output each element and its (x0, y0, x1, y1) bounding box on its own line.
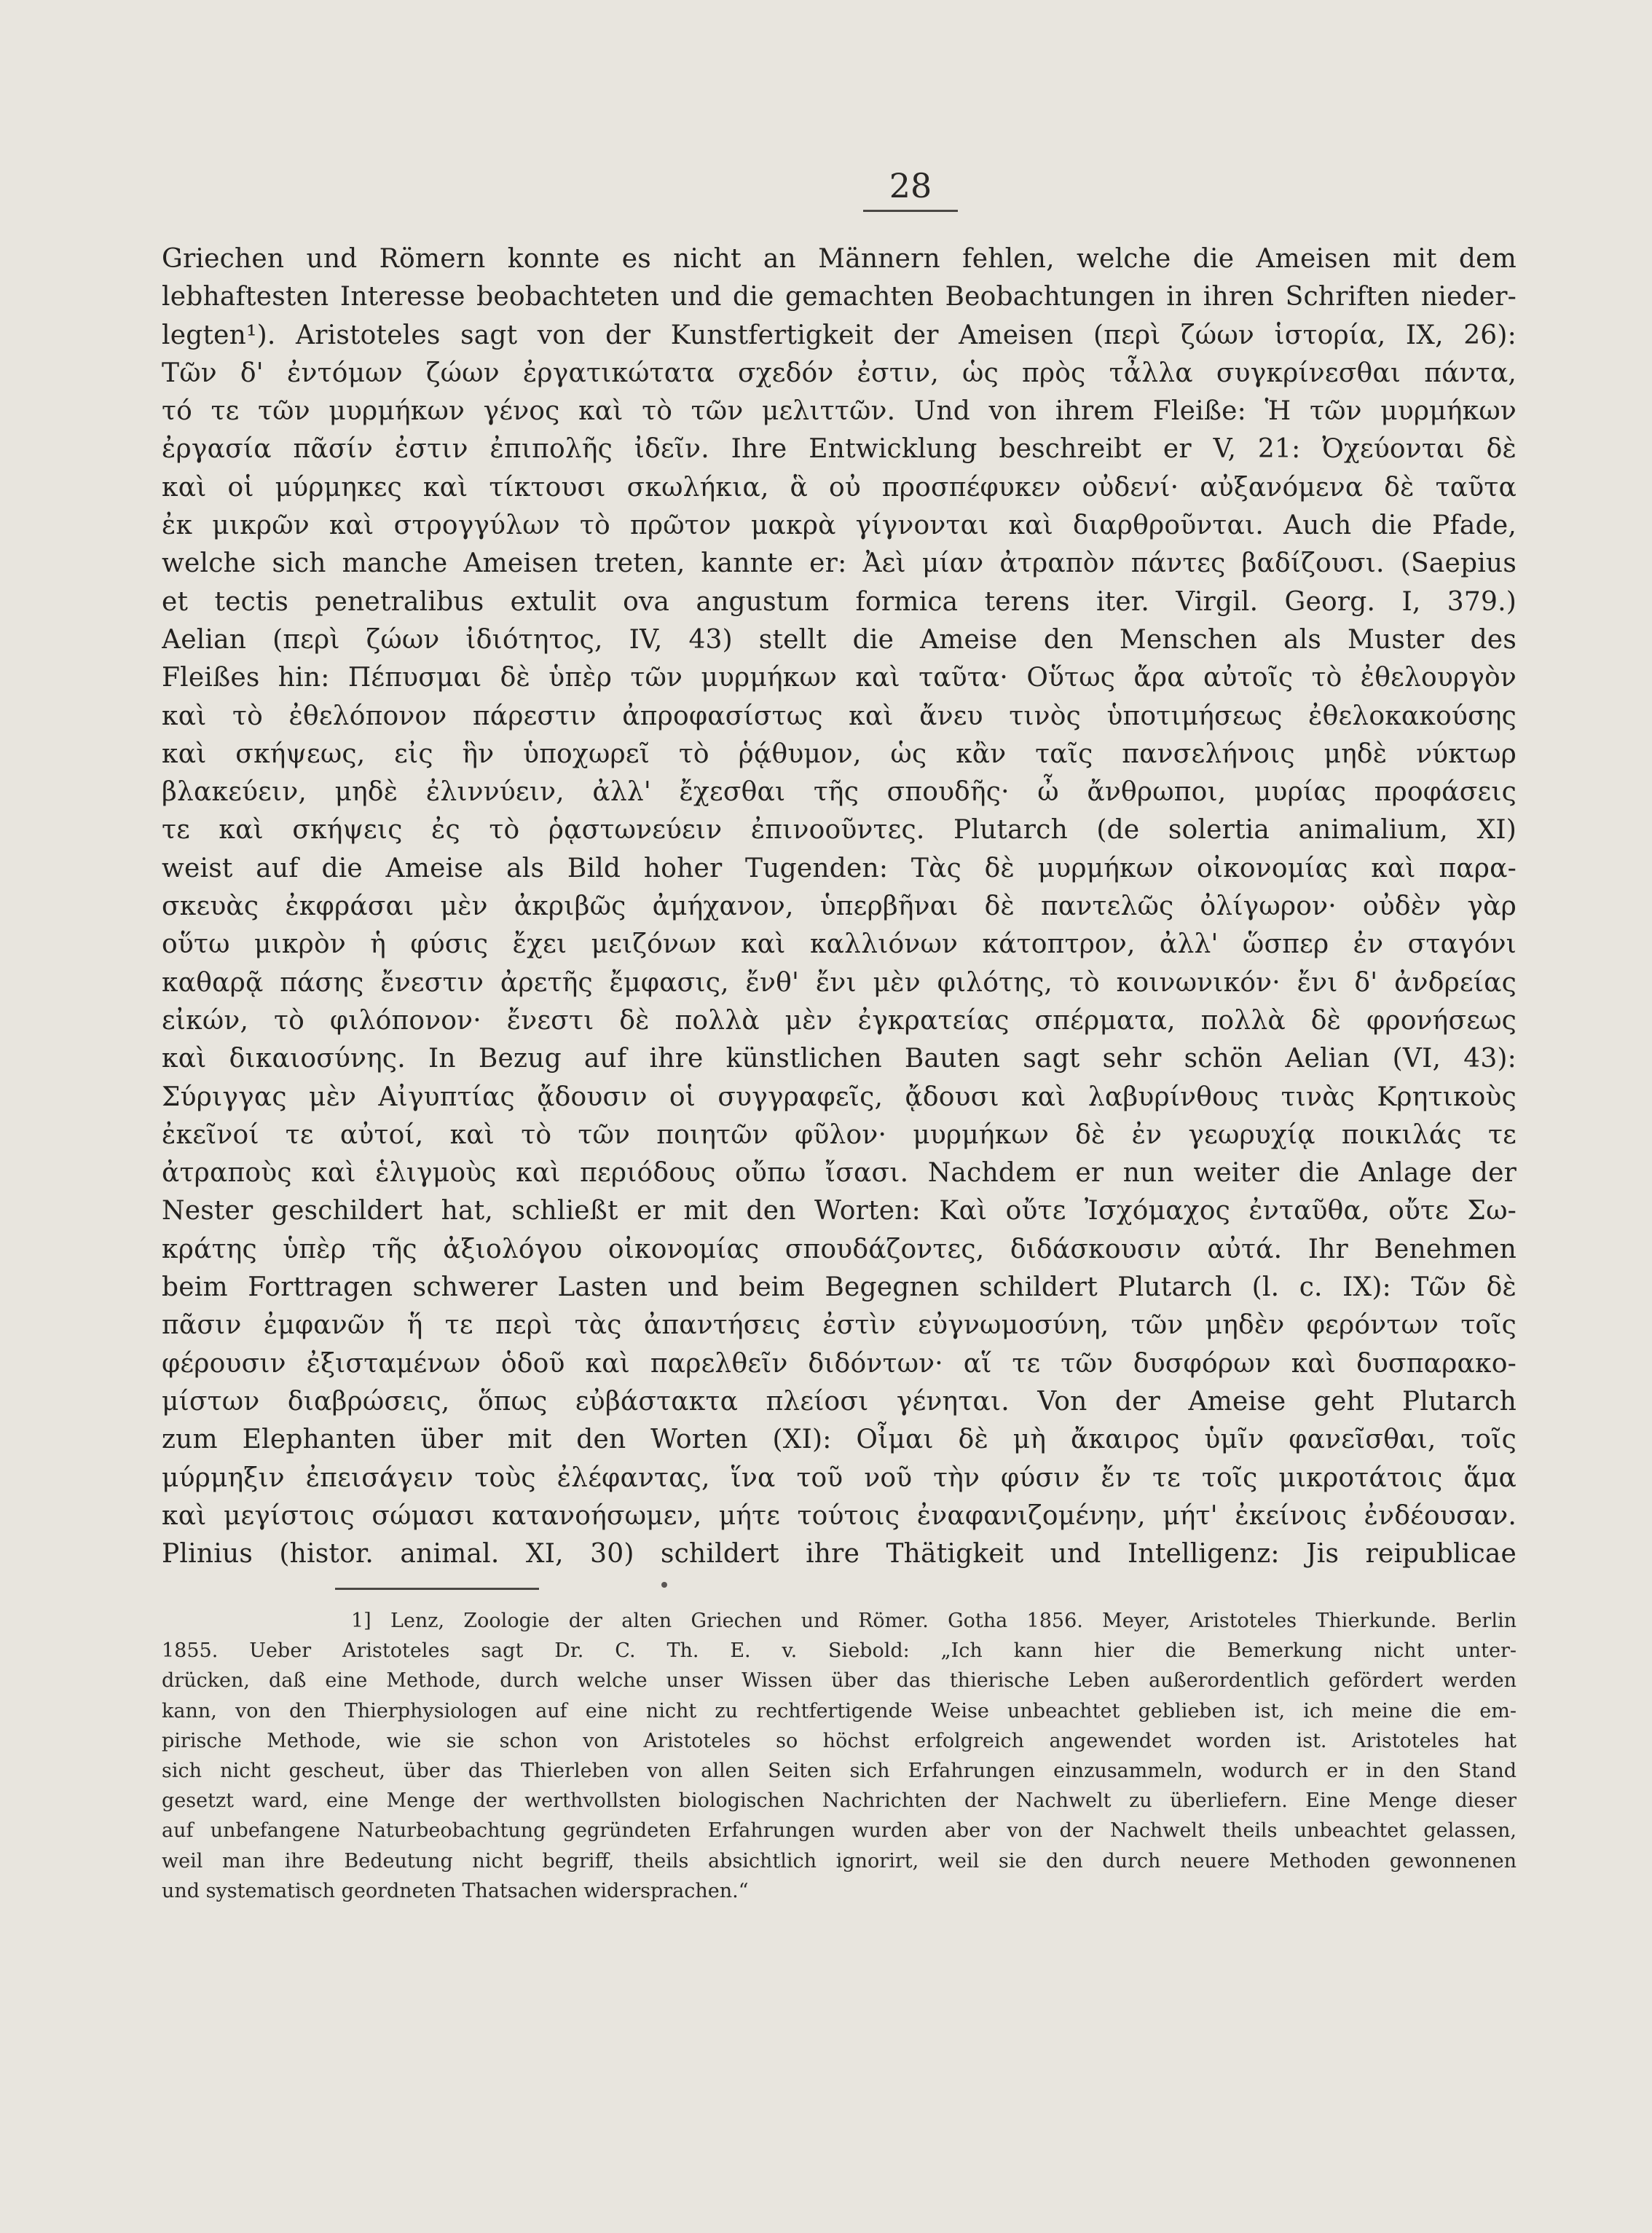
text-line: et tectis penetralibus extulit ova angustum formica terens iter. Virgil. Georg. I, 379.) (162, 586, 1517, 617)
text-line: lebhaftesten Interesse beobachteten und die gemachten Beobachtungen in ihren Schriften nieder- (162, 282, 1517, 312)
footnote-rule (335, 1588, 539, 1590)
text-line: weist auf die Ameise als Bild hoher Tugenden: Τὰς δὲ μυρμήκων οἰκονομίας καὶ παρα- (162, 853, 1517, 883)
main-text (162, 240, 1517, 1573)
footnote-separator-dot (661, 1582, 667, 1588)
text-line: φέρουσιν ἐξισταμένων ὁδοῦ καὶ παρελθεῖν διδόντων· αἵ τε τῶν δυσφόρων καὶ δυσπαρακο- (162, 1348, 1517, 1379)
text-line: Σύριγγας μὲν Αἰγυπτίας ᾄδουσιν οἱ συγγραφεῖς, ᾄδουσι καὶ λαβυρίνθους τινὰς Κρητικοὺς (162, 1082, 1517, 1112)
footnotes (162, 1606, 1517, 1906)
text-line: Plinius (histor. animal. XI, 30) schildert ihre Thätigkeit und Intelligenz: Jis reipublicae (162, 1539, 1517, 1570)
text-line: καὶ σκήψεως, εἰς ἣν ὑποχωρεῖ τὸ ῥᾴθυμον, ὡς κἂν ταῖς πανσελήνοις μηδὲ νύκτωρ (162, 739, 1517, 769)
text-line: καὶ οἱ μύρμηκες καὶ τίκτουσι σκωλήκια, ἃ οὐ προσπέφυκεν οὐδενί· αὐξανόμενα δὲ ταῦτα (162, 472, 1517, 503)
text-line: μίστων διαβρώσεις, ὅπως εὐβάστακτα πλείοσι γένηται. Von der Ameise geht Plutarch (162, 1386, 1517, 1417)
text-line: Nester geschildert hat, schließt er mit den Worten: Καὶ οὔτε Ἰσχόμαχος ἐνταῦθα, οὔτε Σω- (162, 1196, 1517, 1226)
text-line: ἐργασία πᾶσίν ἐστιν ἐπιπολῆς ἰδεῖν. Ihre Entwicklung beschreibt er V, 21: Ὀχεύονται δὲ (162, 434, 1517, 465)
footnote-line: sich nicht gescheut, über das Thierleben von allen Seiten sich Erfahrungen einzusammeln, wodurch er in den Stand (162, 1759, 1517, 1782)
text-line: ἐκεῖνοί τε αὐτοί, καὶ τὸ τῶν ποιητῶν φῦλον· μυρμήκων δὲ ἐν γεωρυχίᾳ ποικιλάς τε (162, 1119, 1517, 1150)
text-line: σκευὰς ἐκφράσαι μὲν ἀκριβῶς ἀμήχανον, ὑπερβῆναι δὲ παντελῶς ὀλίγωρον· οὐδὲν γὰρ (162, 891, 1517, 922)
footnote-line: 1855. Ueber Aristoteles sagt Dr. C. Th. E. v. Siebold: „Ich kann hier die Bemerkung nicht unter- (162, 1639, 1517, 1663)
text-line: εἰκών, τὸ φιλόπονον· ἔνεστι δὲ πολλὰ μὲν ἐγκρατείας σπέρματα, πολλὰ δὲ φρονήσεως (162, 1005, 1517, 1036)
page-number: 28 (889, 166, 932, 205)
text-line: Aelian (περὶ ζώων ἰδιότητος, IV, 43) stellt die Ameise den Menschen als Muster des (162, 624, 1517, 655)
footnote-line: gesetzt ward, eine Menge der werthvollsten biologischen Nachrichten der Nachwelt zu überliefern. Eine Menge dieser (162, 1789, 1517, 1813)
text-line: τε καὶ σκήψεις ἐς τὸ ῥᾳστωνεύειν ἐπινοοῦντες. Plutarch (de solertia animalium, XI) (162, 815, 1517, 846)
text-line: ἀτραποὺς καὶ ἑλιγμοὺς καὶ περιόδους οὔπω ἴσασι. Nachdem er nun weiter die Anlage der (162, 1158, 1517, 1189)
text-line: Griechen und Römern konnte es nicht an Männern fehlen, welche die Ameisen mit dem (162, 244, 1517, 274)
text-line: οὕτω μικρὸν ἡ φύσις ἔχει μειζόνων καὶ καλλιόνων κάτοπτρον, ἀλλ' ὥσπερ ἐν σταγόνι (162, 929, 1517, 960)
footnote-line: auf unbefangene Naturbeobachtung gegründeten Erfahrungen wurden aber von der Nachwelt theils unbeachtet gelassen, (162, 1819, 1517, 1843)
footnote-line: 1] Lenz, Zoologie der alten Griechen und Römer. Gotha 1856. Meyer, Aristoteles Thierkunde. Berlin (351, 1610, 1517, 1632)
text-line: καὶ δικαιοσύνης. In Bezug auf ihre künstlichen Bauten sagt sehr schön Aelian (VI, 43): (162, 1044, 1517, 1074)
text-line: μύρμηξιν ἐπεισάγειν τοὺς ἐλέφαντας, ἵνα τοῦ νοῦ τὴν φύσιν ἔν τε τοῖς μικροτάτοις ἅμα (162, 1462, 1517, 1493)
footnote-line: drücken, daß eine Methode, durch welche unser Wissen über das thierische Leben außerordentlich gefördert werden (162, 1669, 1517, 1693)
text-line: zum Elephanten über mit den Worten (XI): Οἶμαι δὲ μὴ ἄκαιρος ὑμῖν φανεῖσθαι, τοῖς (162, 1425, 1517, 1455)
text-line: πᾶσιν ἐμφανῶν ἥ τε περὶ τὰς ἀπαντήσεις ἐστὶν εὐγνωμοσύνη, τῶν μηδὲν φερόντων τοῖς (162, 1310, 1517, 1341)
text-line: τό τε τῶν μυρμήκων γένος καὶ τὸ τῶν μελιττῶν. Und von ihrem Fleiße: Ἡ τῶν μυρμήκων (162, 396, 1517, 427)
text-line: Fleißes hin: Πέπυσμαι δὲ ὑπὲρ τῶν μυρμήκων καὶ ταῦτα· Οὕτως ἄρα αὐτοῖς τὸ ἐθελουργὸν (162, 663, 1517, 693)
page-number-rule (863, 210, 958, 212)
footnote-line: und systematisch geordneten Thatsachen widersprachen.“ (162, 1879, 749, 1902)
footnote-line: kann, von den Thierphysiologen auf eine nicht zu rechtfertigende Weise unbeachtet geblieben ist, ich meine die em- (162, 1699, 1517, 1722)
footnote-line: weil man ihre Bedeutung nicht begriff, theils absichtlich ignorirt, weil sie den durch neuere Methoden gewonnenen (162, 1849, 1517, 1872)
text-line: βλακεύειν, μηδὲ ἐλιννύειν, ἀλλ' ἔχεσθαι τῆς σπουδῆς· ὦ ἄνθρωποι, μυρίας προφάσεις (162, 777, 1517, 808)
text-line: ἐκ μικρῶν καὶ στρογγύλων τὸ πρῶτον μακρὰ γίγνονται καὶ διαρθροῦνται. Auch die Pfade, (162, 511, 1517, 541)
footnote-line: pirische Methode, wie sie schon von Aristoteles so höchst erfolgreich angewendet worden ist. Aristoteles hat (162, 1729, 1517, 1752)
text-line: καὶ μεγίστοις σώμασι κατανοήσωμεν, μήτε τούτοις ἐναφανιζομένην, μήτ' ἐκείνοις ἐνδέουσαν. (162, 1500, 1517, 1531)
text-line: beim Forttragen schwerer Lasten und beim Begegnen schildert Plutarch (l. c. IX): Τῶν δὲ (162, 1272, 1517, 1303)
text-line: καθαρᾷ πάσης ἔνεστιν ἀρετῆς ἔμφασις, ἔνθ' ἔνι μὲν φιλότης, τὸ κοινωνικόν· ἔνι δ' ἀνδρείας (162, 967, 1517, 998)
text-line: welche sich manche Ameisen treten, kannte er: Ἀεὶ μίαν ἀτραπὸν πάντες βαδίζουσι. (Saepius (162, 548, 1517, 579)
text-line: κράτης ὑπὲρ τῆς ἀξιολόγου οἰκονομίας σπουδάζοντες, διδάσκουσιν αὐτά. Ihr Benehmen (162, 1234, 1517, 1264)
text-line: καὶ τὸ ἐθελόπονον πάρεστιν ἀπροφασίστως καὶ ἄνευ τινὸς ὑποτιμήσεως ἐθελοκακούσης (162, 701, 1517, 731)
text-line: Τῶν δ' ἐντόμων ζώων ἐργατικώτατα σχεδόν ἐστιν, ὡς πρὸς τἆλλα συγκρίνεσθαι πάντα, (162, 358, 1517, 388)
text-line: legten¹). Aristoteles sagt von der Kunstfertigkeit der Ameisen (περὶ ζώων ἱστορία, IX, 26): (162, 320, 1517, 350)
